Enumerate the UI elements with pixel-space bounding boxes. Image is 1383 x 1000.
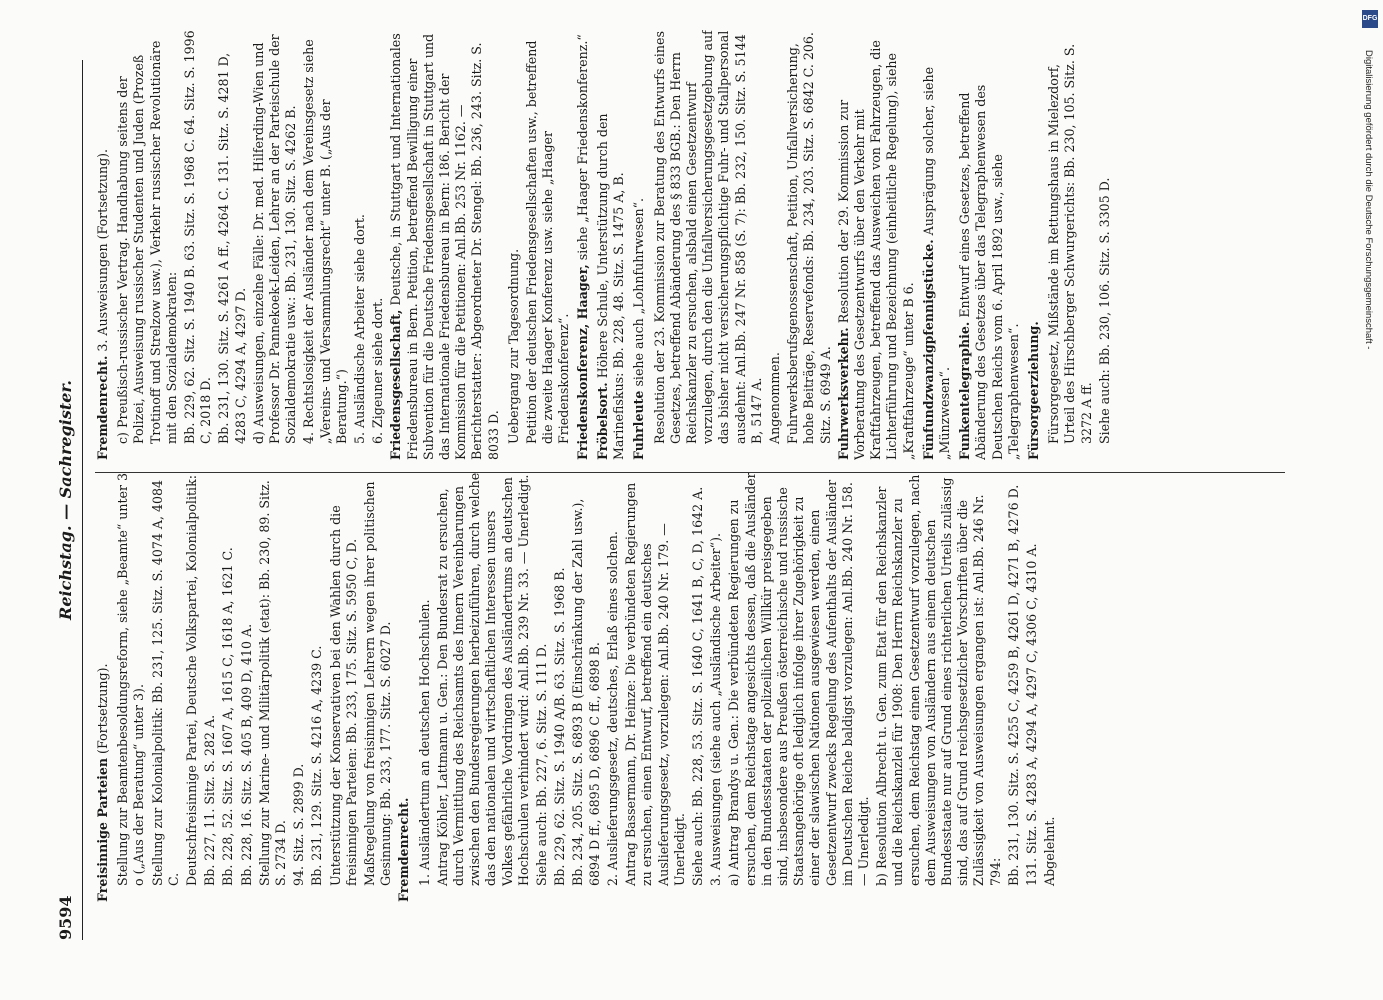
entry-text: 3. Ausweisungen (siehe auch „Ausländische Arbeiter“).: [708, 532, 724, 886]
index-entry: [552, 472, 568, 902]
index-entry: [115, 30, 180, 460]
index-entry: [1024, 472, 1040, 902]
index-entry: [534, 472, 550, 902]
entry-text: Deutsche, in Stuttgart und Internationales Friedensbureau in Bern. Petition, betreffend Bewilligung einer Subvention für die Deutsche Friedensgesellschaft in Stuttgart und das Internationale Friedensbureau in Bern: 186. Bericht der Kommission für die Petitionen: Anl.Bb. 253 Nr. 1162. — Berichterstatter: Abgeordneter Dr. Stengel: Bb. 236, 243. Sitz. S. 8033 D.: [388, 33, 501, 460]
entry-text: Unterstützung der Konservativen bei den Wahlen durch die freisinnigen Parteien: Bb. 233, 175. Sitz. S. 5950 C, D.: [327, 505, 359, 886]
index-entry: [309, 472, 325, 902]
index-entry: [291, 472, 307, 902]
entry-text: Entwurf eines Gesetzes, betreffend Abänderung des Gesetzes über das Telegraphenwesen des Deutschen Reichs vom 6. April 1892 usw., siehe „Telegraphenwesen“.: [957, 84, 1021, 460]
index-entry: [95, 30, 111, 460]
entry-text: Abgelehnt.: [1042, 816, 1058, 886]
index-entry: [623, 472, 688, 902]
index-entry: [631, 30, 647, 460]
dfg-logo: DFG: [1362, 10, 1378, 28]
entry-text: Siehe auch: Bb. 228, 53. Sitz. S. 1640 C, 1641 B, C, D, 1642 A.: [689, 486, 705, 886]
entry-text: Bb. 227, 11. Sitz. S. 282 A.: [202, 714, 218, 886]
index-entry: [785, 30, 834, 460]
column-divider: [95, 472, 1285, 473]
entry-text: siehe „Haager Friedenskonferenz.“: [574, 34, 590, 265]
entry-heading: Fremdenrecht.: [95, 355, 110, 460]
index-entry: [605, 472, 621, 902]
index-entry: [836, 30, 917, 460]
entry-heading: Fuhrleute: [631, 390, 647, 460]
entry-text: a) Antrag Brandys u. Gen.: Die verbündeten Regierungen zu ersuchen, dem Reichstage angesichts dessen, daß die Ausländer in den Bundesstaaten der polizeilichen Willkür preisgegeben sind, insbesondere aus Preußen österreichische und russische Staatsangehörige oft lediglich infolge ihrer Zugehörigkeit zu einer der slawischen Nationen ausgewiesen werden, einen Gesetzentwurf zwecks Regelung des Aufenthalts der Ausländer im Deutschen Reiche baldigst vorzulegen: Anl.Bb. 240 Nr. 158. — Unerledigt.: [726, 472, 871, 886]
entry-text: 1. Ausländertum an deutschen Hochschulen.: [416, 599, 432, 886]
entry-heading: Friedensgesellschaft,: [388, 309, 404, 460]
entry-heading: Fremdenrecht.: [396, 797, 412, 902]
index-entry: [95, 472, 111, 902]
index-entry: [575, 30, 591, 460]
entry-text: Bb. 228, 16. Sitz. S. 405 B, 409 D, 410 A.: [238, 623, 254, 886]
entry-heading: Fröbelsort.: [594, 382, 610, 460]
entry-heading: Funkentelegraphie.: [957, 321, 973, 460]
index-entry: [570, 472, 602, 902]
entry-text: Bb. 231, 130. Sitz. S. 4261 A ff., 4264 C. 131. Sitz. S. 4281 D, 4283 C, 4294 A, 4297 D.: [216, 52, 248, 444]
entry-text: Maßregelung von freisinnigen Lehrern wegen ihrer politischen Gesinnung: Bb. 233, 177. Sitz. S. 6027 D.: [362, 481, 394, 886]
entry-text: Stellung zur Marine- und Militärpolitik (etat): Bb. 230, 89. Sitz. S. 2734 D.: [256, 480, 289, 886]
index-entry: [388, 30, 501, 460]
index-entry: [150, 472, 182, 902]
index-entry: [767, 30, 783, 460]
entry-text: Angenommen.: [766, 352, 782, 444]
entry-text: Bb. 229, 62. Sitz. S. 1940 B. 63. Sitz. S. 1968 C. 64. Sitz. S. 1996 C, 2018 D.: [182, 30, 214, 444]
index-entry: [1006, 472, 1022, 902]
index-entry: [874, 472, 1004, 902]
entry-text: d) Ausweisungen, einzelne Fälle: Dr. med. Hilferding-Wien und Professor Dr. Pannekoek-Leiden, Lehrer an der Parteischule der Sozialdemokratie usw.: Bb. 231, 130. Sitz. S. 4262 B.: [250, 34, 299, 444]
entry-text: Siehe auch: Bb. 230, 106. Sitz. S. 3305 D.: [1096, 177, 1112, 444]
index-entry: [595, 30, 627, 460]
entry-text: c) Preußisch-russischer Vertrag. Handhabung seitens der Polizei, Ausweisung russischer Studenten und Juden (Prozeß Trotinoff und Strelzow usw.), Verkehr russischer Revolutionäre mit den Sozialdemokraten:: [115, 40, 179, 444]
entry-text: Fuhrwerksberufsgenossenschaft, Petition, Unfallversicherung, hohe Beiträge, Reservefonds: Bb. 234, 203. Sitz. S. 6842 C. 206. Sitz. S. 6949 A.: [785, 32, 833, 444]
index-entry: [396, 472, 412, 902]
entry-text: 2. Auslieferungsgesetz, deutsches, Erlaß eines solchen.: [604, 531, 620, 886]
index-entry: [257, 472, 289, 902]
index-entry: [115, 472, 147, 902]
left-column: [95, 472, 1310, 902]
index-entry: [239, 472, 255, 902]
entry-text: 4. Rechtslosigkeit der Ausländer nach dem Vereinsgesetz siehe „Vereins- und Versammlungsrecht“ unter B. („Aus der Beratung.“): [301, 39, 349, 444]
entry-text: Resolution der 23. Kommission zur Beratung des Entwurfs eines Gesetzes, betreffend Abänderung des § 833 BGB.: Den Herrn Reichskanzler zu ersuchen, alsbald einen Gesetzentwurf vorzulegen, durch den die Unfallversicherungsgesetzgebung auf das bisher nicht versicherungspflichtige Fuhr- und Stallpersonal ausdehnt: Anl.Bb. 247 Nr. 858 (S. 7): Bb. 232, 150. Sitz. S. 5144 B, 5147 A.: [651, 30, 764, 444]
index-entry: [202, 472, 218, 902]
index-entry: [652, 30, 765, 460]
entry-text: Bb. 229, 62. Sitz. S. 1940 A/B. 63. Sitz. S. 1968 B.: [552, 567, 568, 886]
entry-text: Fürsorgegesetz, Mißstände im Rettungshaus in Mielezdorf, Urteil des Hirschberger Schwurgerichts: Bb. 230, 105. Sitz. S. 3272 A ff.: [1046, 43, 1094, 444]
entry-text: 3. Ausweisungen (Fortsetzung).: [95, 148, 110, 356]
page-title: Reichstag. — Sachregister.: [56, 380, 75, 620]
index-entry: [435, 472, 532, 902]
entry-text: Bb. 234, 205. Sitz. S. 6893 B (Einschränkung der Zahl usw.), 6894 D ff., 6895 D, 6896 C ff., 6898 B.: [570, 498, 602, 886]
index-entry: [524, 30, 573, 460]
index-entry: [362, 472, 394, 902]
entry-text: 94. Sitz. S. 2899 D.: [291, 763, 307, 886]
entry-heading: Freisinnige Parteien: [95, 757, 110, 902]
index-entry: [220, 472, 236, 902]
entry-text: Stellung zur Kolonialpolitik: Bb. 231, 125. Sitz. S. 4074 A, 4084 C.: [149, 479, 181, 886]
index-entry: [370, 30, 386, 460]
funding-note-text: Digitalisierung gefördert durch die Deutsche Forschungsgemeinschaft -: [1363, 50, 1374, 350]
index-entry: [921, 30, 953, 460]
index-entry: [417, 472, 433, 902]
entry-heading: Fünfundzwanzigpfennigstücke.: [920, 239, 936, 460]
entry-text: (Fortsetzung).: [95, 663, 110, 758]
entry-text: 5. Ausländische Arbeiter siehe dort.: [352, 214, 368, 444]
entry-text: siehe auch „Lohnfuhrwesen“.: [631, 197, 647, 391]
entry-heading: Fuhrwerksverkehr.: [835, 327, 851, 460]
entry-text: Stellung zur Beamtenbesoldungsreform, siehe „Beamte“ unter 3 o („Aus der Beratung“ unter 3).: [115, 472, 147, 886]
index-entry: [957, 30, 1022, 460]
index-entry: [1097, 30, 1113, 460]
entry-text: Uebergang zur Tagesordnung.: [505, 248, 521, 444]
index-entry: [352, 30, 368, 460]
index-entry: [216, 30, 248, 460]
entry-text: Ausprägung solcher, siehe „Münzwesen“.: [920, 66, 952, 460]
index-entry: [506, 30, 522, 460]
entry-text: Höhere Schule, Unterstützung durch den Marinefiskus: Bb. 228, 48. Sitz. S. 1475 A, B.: [594, 113, 627, 460]
page-header: [52, 60, 83, 940]
entry-text: 131. Sitz. S. 4283 A, 4294 A, 4297 C, 4306 C, 4310 A.: [1023, 543, 1039, 886]
index-entry: [708, 472, 724, 902]
index-entry: [328, 472, 360, 902]
entry-text: Deutschfreisinnige Partei, Deutsche Volkspartei, Kolonialpolitik:: [184, 475, 200, 886]
index-entry: [690, 472, 706, 902]
right-column: [95, 30, 1310, 460]
index-entry: [1042, 472, 1058, 902]
index-entry: [182, 30, 214, 460]
entry-text: Petition der deutschen Friedensgesellschaften usw., betreffend die zweite Haager Konferenz usw. siehe „Haager Friedenskonferenz“.: [524, 40, 572, 444]
index-entry: [726, 472, 872, 902]
entry-text: b) Resolution Albrecht u. Gen. zum Etat für den Reichskanzler und die Reichskanzlei für 1908: Den Herrn Reichskanzler zu ersuchen, dem Reichstag einen Gesetzentwurf vorzulegen, nach dem Ausweisungen von Ausländern aus einem deutschen Bundesstaate nur auf Grund eines richterlichen Urteils zulässig sind, das auf Grund reichsgesetzlicher Vorschriften über die Zulässigkeit von Ausweisungen ergangen ist: Anl.Bb. 246 Nr. 794:: [874, 474, 1003, 886]
entry-heading: Friedenskonferenz, Haager,: [574, 264, 590, 460]
entry-heading: Fürsorgeerziehung.: [1025, 321, 1041, 460]
entry-text: Resolution der 29. Kommission zur Vorberatung des Gesetzentwurfs über den Verkehr mit Kraftfahrzeugen, betreffend das Ausweichen von Fahrzeugen, die Lichterführung und Bezeichnung (einheitliche Regelung), siehe „Kraftfahrzeuge“ unter B 6.: [835, 40, 916, 460]
index-entry: [251, 30, 300, 460]
entry-text: 6. Zigeuner siehe dort.: [370, 297, 386, 444]
entry-text: Siehe auch: Bb. 227, 6. Sitz. S. 111 D.: [534, 643, 550, 886]
index-entry: [1026, 30, 1042, 460]
entry-text: Bb. 231, 129. Sitz. S. 4216 A, 4239 C.: [309, 645, 325, 886]
entry-text: Antrag Bassermann, Dr. Heinze: Die verbündeten Regierungen zu ersuchen, einen Entwurf, betreffend ein deutsches Auslieferungsgesetz, vorzulegen: Anl.Bb. 240 Nr. 179. — Unerledigt.: [623, 482, 687, 886]
entry-text: Antrag Köhler, Lattmann u. Gen.: Den Bundesrat zu ersuchen, durch Vermittlung des Reichsamts des Innern Vereinbarungen zwischen den Bundesregierungen herbeizuführen, durch welche das den nationalen und wirtschaftlichen Interessen unsers Volkes gefährliche Vordringen des Ausländertums an deutschen Hochschulen verhindert wird: Anl.Bb. 239 Nr. 33. — Unerledigt.: [434, 472, 531, 886]
entry-text: Bb. 231, 130. Sitz. S. 4255 C, 4259 B, 4261 D, 4271 B, 4276 D.: [1005, 484, 1021, 886]
index-entry: [1046, 30, 1095, 460]
index-entry: [301, 30, 350, 460]
page-number: 9594: [56, 895, 75, 940]
index-entry: [184, 472, 200, 902]
funding-note: [1360, 50, 1378, 750]
entry-text: Bb. 228, 52. Sitz. S. 1607 A, 1615 C, 1618 A, 1621 C.: [220, 547, 236, 886]
